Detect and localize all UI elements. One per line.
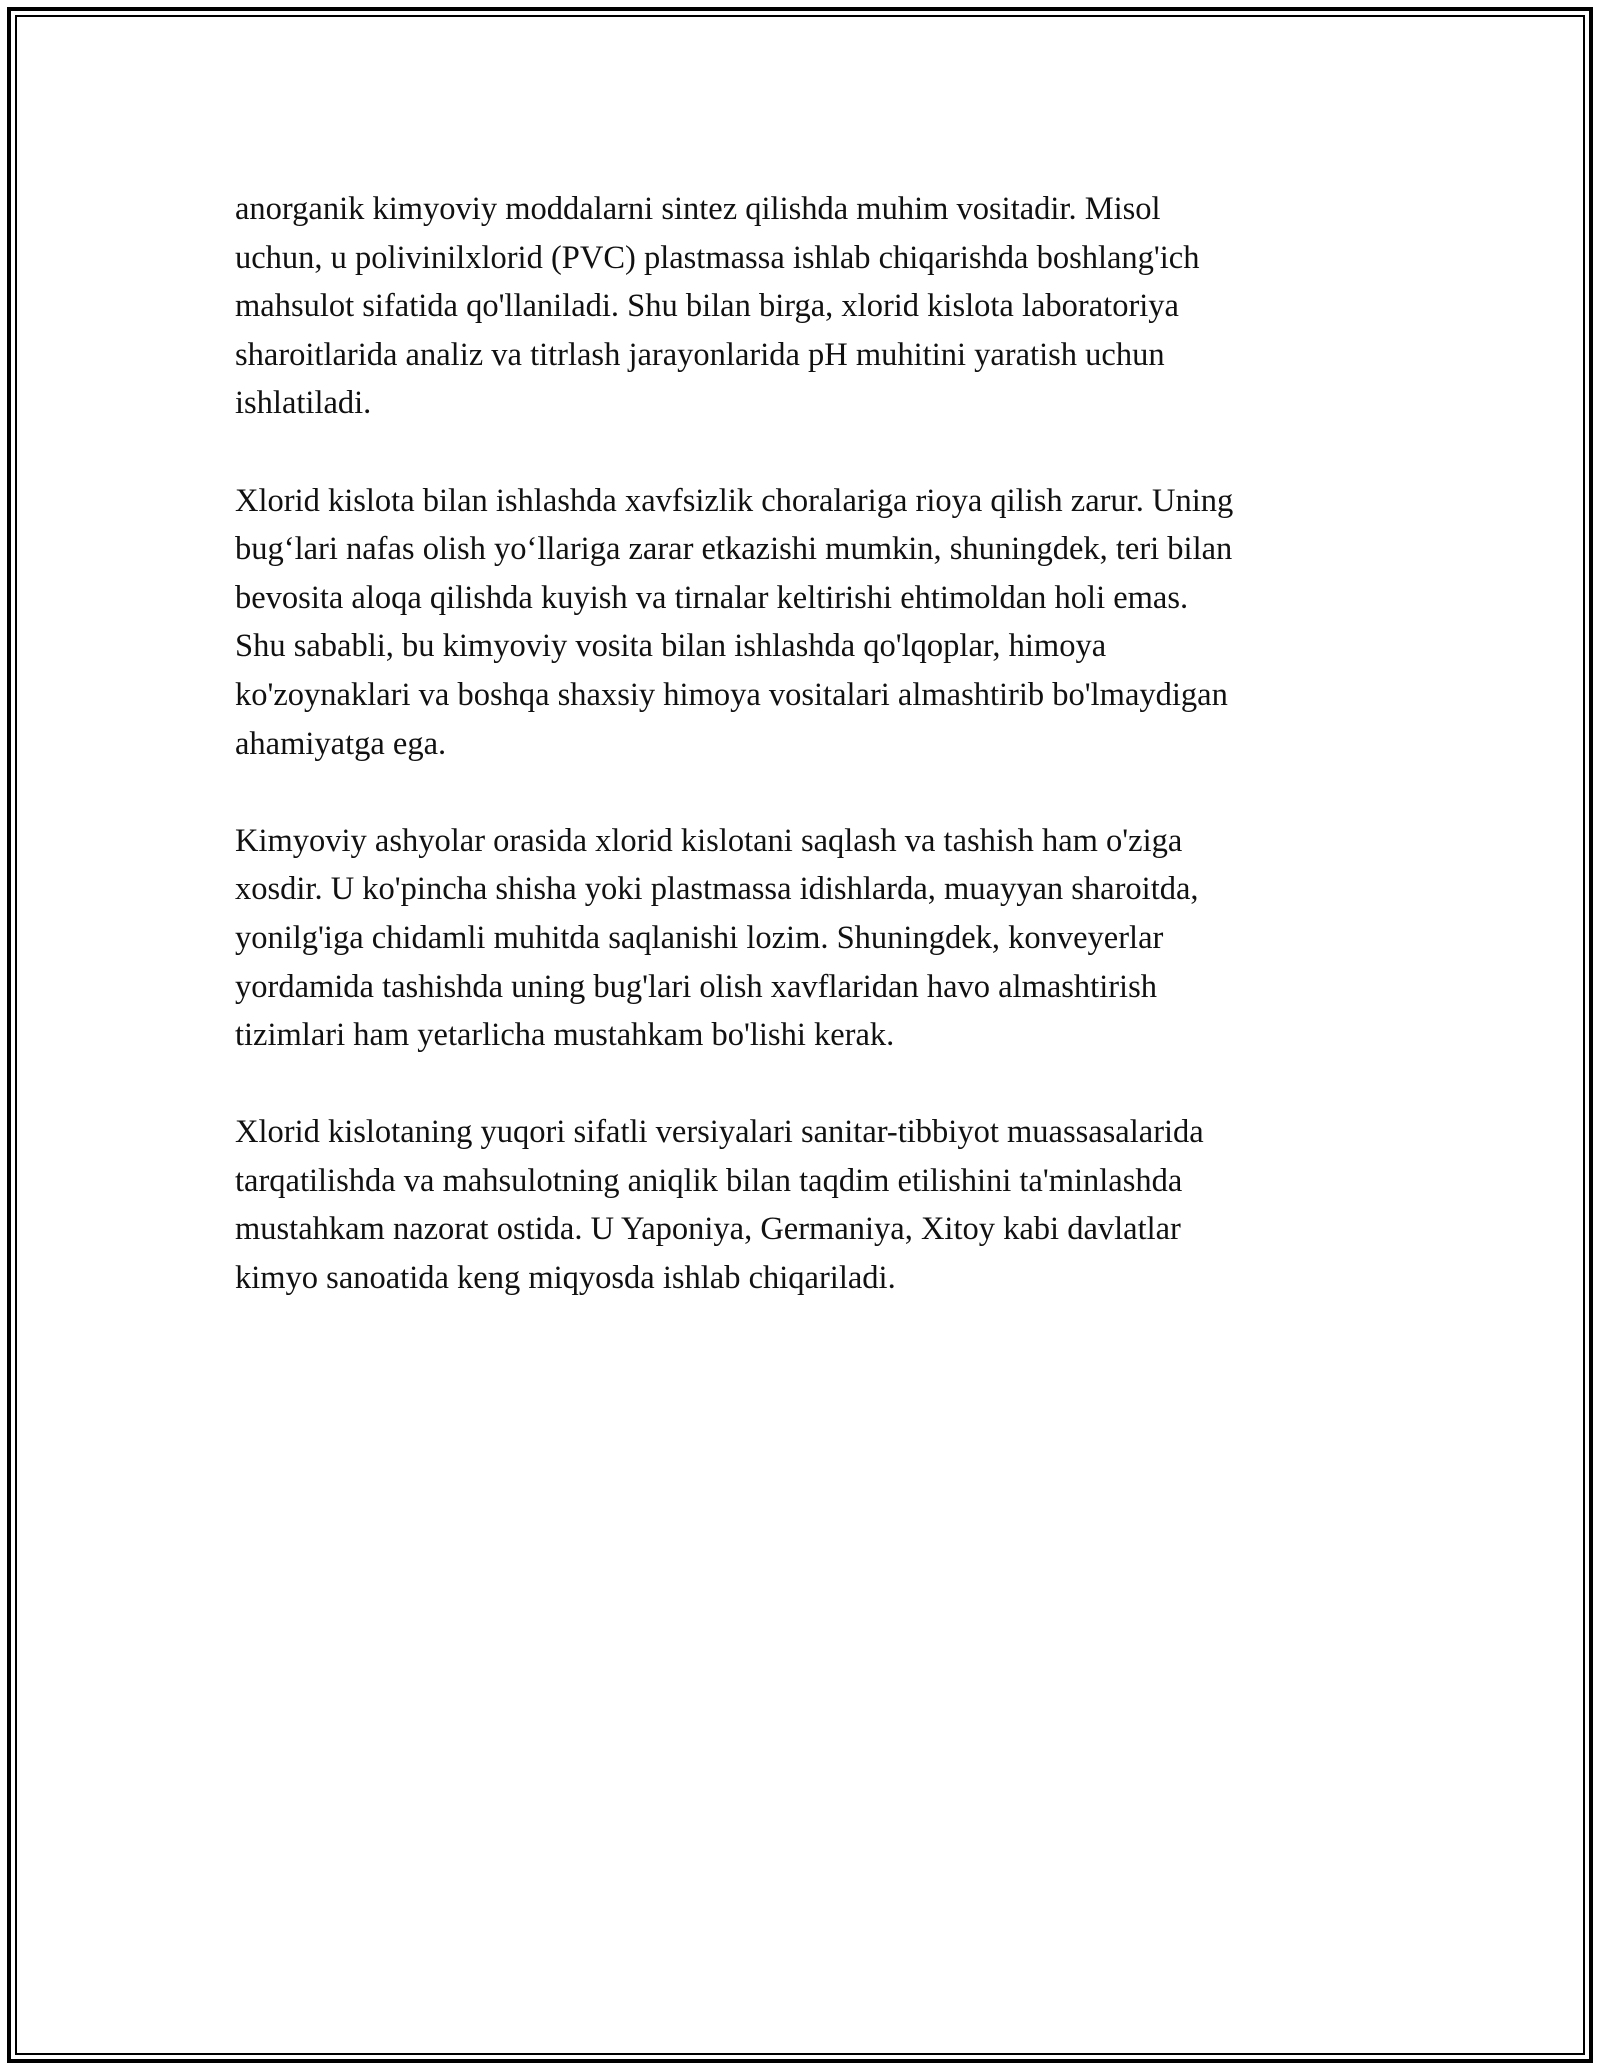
paragraph-3 [235, 817, 1375, 1060]
paragraph-line: sharoitlarida analiz va titrlash jarayonlarida pH muhitini yaratish uchun [235, 336, 1165, 373]
paragraph-line: Kimyoviy ashyolar orasida xlorid kislotani saqlash va tashish ham o'ziga [235, 822, 1183, 859]
paragraph-4 [235, 1108, 1375, 1302]
paragraph-line: mahsulot sifatida qo'llaniladi. Shu bilan birga, xlorid kislota laboratoriya [235, 288, 1179, 325]
paragraph-1 [235, 185, 1375, 428]
paragraph-line: tizimlari ham yetarlicha mustahkam bo'lishi kerak. [235, 1017, 895, 1054]
paragraph-line: ahamiyatga ega. [235, 725, 447, 762]
paragraph-line: yordamida tashishda uning bug'lari olish xavflaridan havo almashtirish [235, 968, 1157, 1005]
paragraph-line: kimyo sanoatida keng miqyosda ishlab chiqariladi. [235, 1260, 896, 1297]
document-body [235, 185, 1375, 1303]
paragraph-line: ishlatiladi. [235, 385, 372, 422]
paragraph-2 [235, 477, 1375, 769]
paragraph-line: uchun, u polivinilxlorid (PVC) plastmassa ishlab chiqarishda boshlang'ich [235, 239, 1200, 276]
paragraph-line: Xlorid kislota bilan ishlashda xavfsizlik choralariga rioya qilish zarur. Uning [235, 482, 1234, 519]
paragraph-line: mustahkam nazorat ostida. U Yaponiya, Germaniya, Xitoy kabi davlatlar [235, 1211, 1181, 1248]
paragraph-line: Xlorid kislotaning yuqori sifatli versiyalari sanitar-tibbiyot muassasalarida [235, 1114, 1204, 1151]
paragraph-line: tarqatilishda va mahsulotning aniqlik bilan taqdim etilishini ta'minlashda [235, 1162, 1183, 1199]
paragraph-line: ko'zoynaklari va boshqa shaxsiy himoya vositalari almashtirib bo'lmaydigan [235, 676, 1228, 713]
paragraph-line: bevosita aloqa qilishda kuyish va tirnalar keltirishi ehtimoldan holi emas. [235, 579, 1189, 616]
paragraph-line: Shu sababli, bu kimyoviy vosita bilan ishlashda qo'lqoplar, himoya [235, 628, 1107, 665]
paragraph-line: xosdir. U ko'pincha shisha yoki plastmassa idishlarda, muayyan sharoitda, [235, 871, 1199, 908]
paragraph-line: anorganik kimyoviy moddalarni sintez qilishda muhim vositadir. Misol [235, 191, 1161, 227]
paragraph-line: bug‘lari nafas olish yo‘llariga zarar etkazishi mumkin, shuningdek, teri bilan [235, 531, 1233, 568]
paragraph-line: yonilg'iga chidamli muhitda saqlanishi lozim. Shuningdek, konveyerlar [235, 919, 1164, 956]
